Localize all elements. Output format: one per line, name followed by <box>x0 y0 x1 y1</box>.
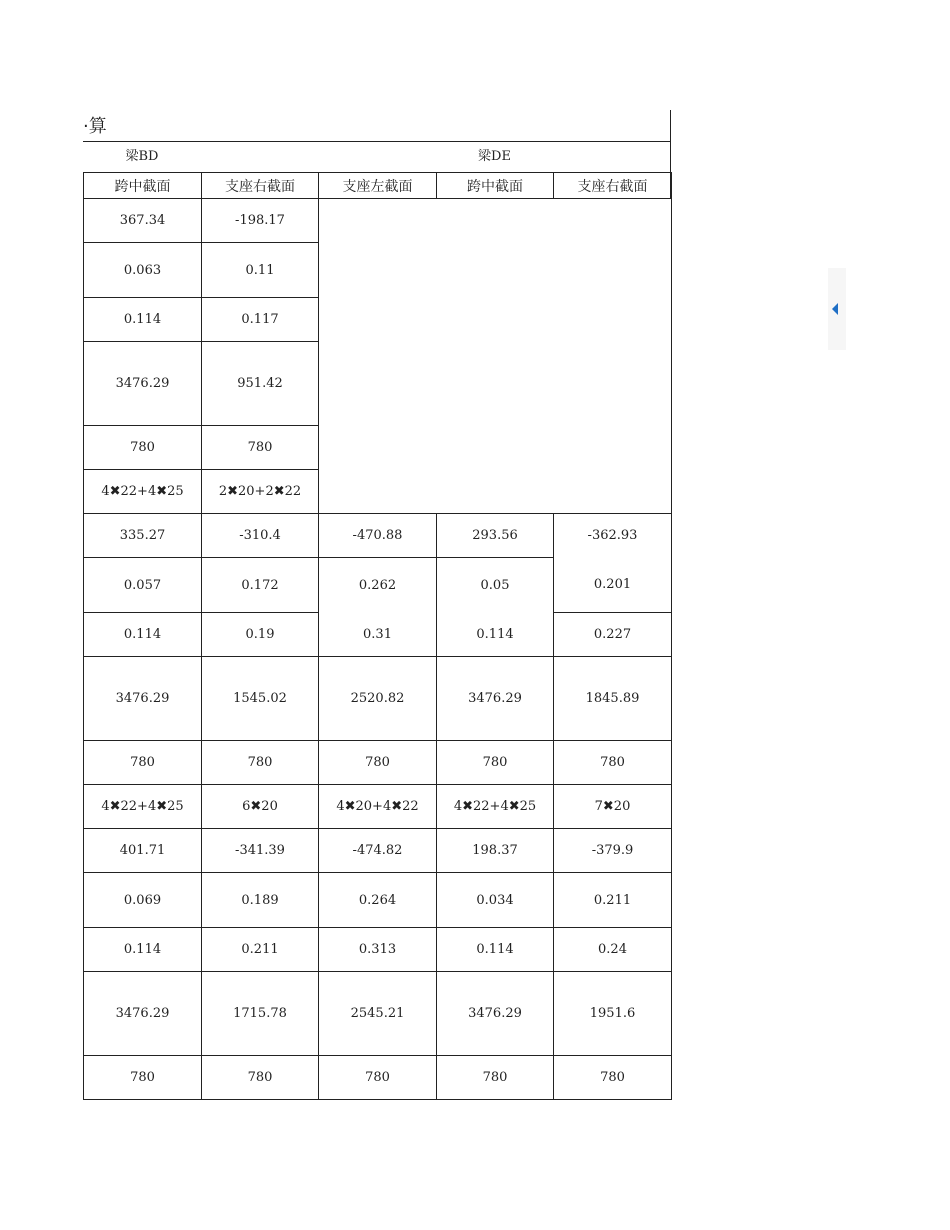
table-cell: -341.39 <box>202 829 319 873</box>
table-cell: 0.227 <box>554 613 672 657</box>
table-cell: 0.069 <box>84 873 202 928</box>
table-cell: 780 <box>437 1056 554 1100</box>
table-cell: 335.27 <box>84 514 202 558</box>
table-cell: 293.56 <box>437 514 554 558</box>
table-row <box>84 785 672 829</box>
table-cell: 780 <box>84 426 202 470</box>
table-cell: 3476.29 <box>437 972 554 1056</box>
table-cell: 4✖20+4✖22 <box>319 785 437 829</box>
table-cell: 2545.21 <box>319 972 437 1056</box>
table-row <box>84 741 672 785</box>
table-row <box>84 928 672 972</box>
empty-region <box>319 199 672 514</box>
header-cell: 跨中截面 <box>84 173 202 199</box>
header-cell: 支座右截面 <box>202 173 319 199</box>
table-row <box>84 657 672 741</box>
table-cell: 0.24 <box>554 928 672 972</box>
table-cell: 198.37 <box>437 829 554 873</box>
table-cell: 0.189 <box>202 873 319 928</box>
table-cell: -470.88 <box>319 514 437 558</box>
table-row <box>84 613 672 657</box>
table-cell: 0.172 <box>202 558 319 613</box>
title-divider <box>83 141 671 142</box>
table-cell: 951.42 <box>202 342 319 426</box>
table-cell: 780 <box>84 741 202 785</box>
table-cell: 4✖22+4✖25 <box>84 785 202 829</box>
table-cell: 0.114 <box>437 613 554 657</box>
table-row <box>84 829 672 873</box>
table-cell: 0.262 <box>319 558 437 613</box>
table-row <box>84 514 672 558</box>
table-row <box>84 972 672 1056</box>
table-cell: 3476.29 <box>84 972 202 1056</box>
table-cell: 3476.29 <box>437 657 554 741</box>
header-cell: 支座左截面 <box>319 173 437 199</box>
reinforcement-table <box>83 172 672 1100</box>
table-row <box>84 1056 672 1100</box>
table-cell: 1845.89 <box>554 657 672 741</box>
table-cell: 0.114 <box>84 613 202 657</box>
table-cell: 780 <box>202 426 319 470</box>
sheet-title: ·算 <box>83 116 107 137</box>
table-cell: 780 <box>554 1056 672 1100</box>
table-cell: -474.82 <box>319 829 437 873</box>
table-cell: 780 <box>319 741 437 785</box>
group-label-beam-de: 梁DE <box>478 149 511 164</box>
table-cell: 6✖20 <box>202 785 319 829</box>
table-cell: 1715.78 <box>202 972 319 1056</box>
table-cell: 0.211 <box>202 928 319 972</box>
table-cell: 0.117 <box>202 298 319 342</box>
table-cell: 2520.82 <box>319 657 437 741</box>
table-cell: 2✖20+2✖22 <box>202 470 319 514</box>
table-cell: 3476.29 <box>84 342 202 426</box>
table-cell: 0.31 <box>319 613 437 657</box>
table-row <box>84 558 672 613</box>
table-cell: 0.313 <box>319 928 437 972</box>
table-cell: 780 <box>554 741 672 785</box>
table-cell: 0.057 <box>84 558 202 613</box>
table-row <box>84 873 672 928</box>
table-cell: 0.19 <box>202 613 319 657</box>
table-cell: 780 <box>202 741 319 785</box>
table-cell: 367.34 <box>84 199 202 243</box>
table-cell: 780 <box>437 741 554 785</box>
table-cell: 780 <box>319 1056 437 1100</box>
table-cell: 1545.02 <box>202 657 319 741</box>
table-cell: 7✖20 <box>554 785 672 829</box>
table-cell: 780 <box>202 1056 319 1100</box>
table-cell: 780 <box>84 1056 202 1100</box>
table-cell: 4✖22+4✖25 <box>437 785 554 829</box>
collapse-arrow-icon[interactable] <box>832 303 838 315</box>
table-cell: 401.71 <box>84 829 202 873</box>
table-cell: 0.114 <box>84 928 202 972</box>
table-cell: -362.93 <box>554 514 672 558</box>
table-cell: 1951.6 <box>554 972 672 1056</box>
table-cell: -198.17 <box>202 199 319 243</box>
header-cell: 支座右截面 <box>554 173 672 199</box>
header-row <box>84 173 672 199</box>
table-cell: 0.114 <box>84 298 202 342</box>
header-cell: 跨中截面 <box>437 173 554 199</box>
table-cell: 3476.29 <box>84 657 202 741</box>
table-cell: 0.201 <box>554 558 672 613</box>
table-cell: -379.9 <box>554 829 672 873</box>
table-cell: 0.11 <box>202 243 319 298</box>
table-cell: 0.211 <box>554 873 672 928</box>
table-cell: 0.063 <box>84 243 202 298</box>
table-cell: 0.05 <box>437 558 554 613</box>
table-cell: 0.264 <box>319 873 437 928</box>
group-label-beam-bd: 梁BD <box>125 149 159 164</box>
table-row <box>84 199 672 243</box>
table-cell: 0.034 <box>437 873 554 928</box>
table-cell: 0.114 <box>437 928 554 972</box>
table-cell: -310.4 <box>202 514 319 558</box>
table-cell: 4✖22+4✖25 <box>84 470 202 514</box>
